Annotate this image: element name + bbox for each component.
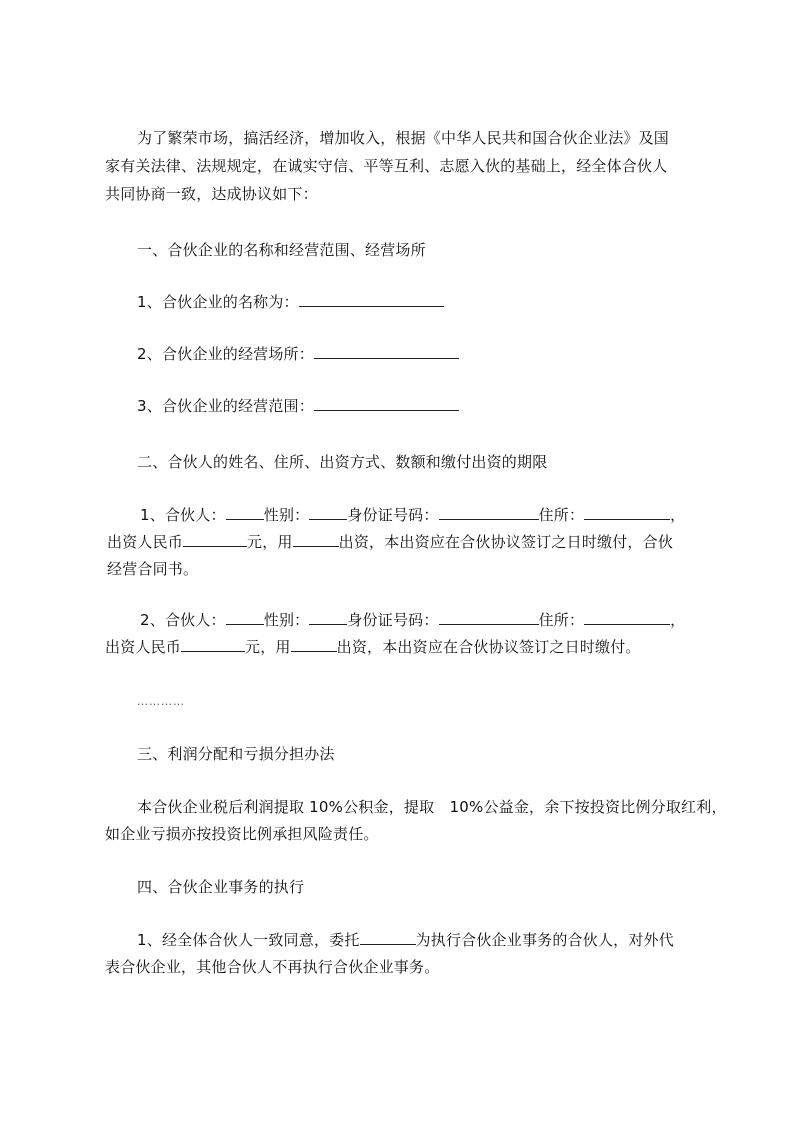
blank-executor [360, 930, 416, 945]
section-3-heading: 三、利润分配和亏损分担办法 [137, 745, 335, 763]
comma: ， [670, 611, 686, 629]
section-1-item-2 [137, 344, 459, 364]
yuan-label: 元，用 [245, 638, 291, 656]
blank-scope-line [314, 396, 459, 411]
section-4-line-2: 表合伙企业，其他合伙人不再执行合伙企业事务。 [105, 958, 440, 976]
section-3-line-1: 本合伙企业税后利润提取 10%公积金，提取 10%公益金，余下按投资比例分取红利， [137, 798, 727, 816]
id-label: 身份证号码： [347, 611, 439, 629]
intro-line-2: 家有关法律、法规规定，在诚实守信、平等互利、志愿入伙的基础上，经全体合伙人 [105, 157, 668, 175]
blank-name-line [299, 292, 444, 307]
blank-method [291, 637, 337, 652]
blank-amount [181, 637, 245, 652]
section-1-heading: 一、合伙企业的名称和经营范围、经营场所 [137, 241, 426, 259]
blank-amount [183, 532, 247, 547]
blank-id [439, 505, 539, 520]
partner-1-line-2 [107, 532, 673, 552]
address-label: 住所： [538, 611, 585, 629]
comma: ， [670, 506, 686, 524]
item-3-label: 3、合伙企业的经营范围： [137, 397, 314, 415]
partner-label: 1、合伙人： [140, 506, 226, 524]
blank-address [584, 505, 670, 520]
ellipsis: ………… [137, 695, 185, 708]
blank-gender [309, 610, 347, 625]
blank-address [584, 610, 670, 625]
section-4-heading: 四、合伙企业事务的执行 [137, 878, 305, 896]
capital-text: 出资，本出资应在合伙协议签订之日时缴付。 [336, 638, 641, 656]
yuan-label: 元，用 [247, 533, 293, 551]
blank-gender [309, 505, 347, 520]
section-4-line-1 [137, 930, 674, 950]
section-1-item-3 [137, 396, 459, 416]
partner-2-line-2 [105, 637, 641, 657]
item-2-label: 2、合伙企业的经营场所： [137, 345, 314, 363]
partner-2-line-1 [140, 610, 685, 630]
section-1-item-1 [137, 292, 444, 312]
executor-text: 为执行合伙企业事务的合伙人，对外代 [415, 931, 674, 949]
address-label: 住所： [538, 506, 585, 524]
partner-1-line-1 [140, 505, 685, 525]
entrust-text: 1、经全体合伙人一致同意，委托 [137, 931, 360, 949]
capital-text: 出资，本出资应在合伙协议签订之日时缴付，合伙 [338, 533, 674, 551]
section-2-heading: 二、合伙人的姓名、住所、出资方式、数额和缴付出资的期限 [137, 453, 548, 471]
section-3-line-2: 如企业亏损亦按投资比例承担风险责任。 [105, 825, 379, 843]
capital-label: 出资人民币 [105, 638, 182, 656]
intro-line-1: 为了繁荣市场，搞活经济，增加收入，根据《中华人民共和国合伙企业法》及国 [137, 129, 670, 147]
blank-partner [226, 610, 264, 625]
capital-label: 出资人民币 [107, 533, 184, 551]
gender-label: 性别： [263, 506, 310, 524]
partner-label: 2、合伙人： [140, 611, 226, 629]
blank-location-line [314, 344, 459, 359]
gender-label: 性别： [263, 611, 310, 629]
partner-1-line-3: 经营合同书。 [107, 560, 199, 578]
id-label: 身份证号码： [347, 506, 439, 524]
blank-method [293, 532, 339, 547]
blank-partner [226, 505, 264, 520]
intro-line-3: 共同协商一致，达成协议如下： [105, 185, 318, 203]
item-1-label: 1、合伙企业的名称为： [137, 293, 299, 311]
blank-id [439, 610, 539, 625]
